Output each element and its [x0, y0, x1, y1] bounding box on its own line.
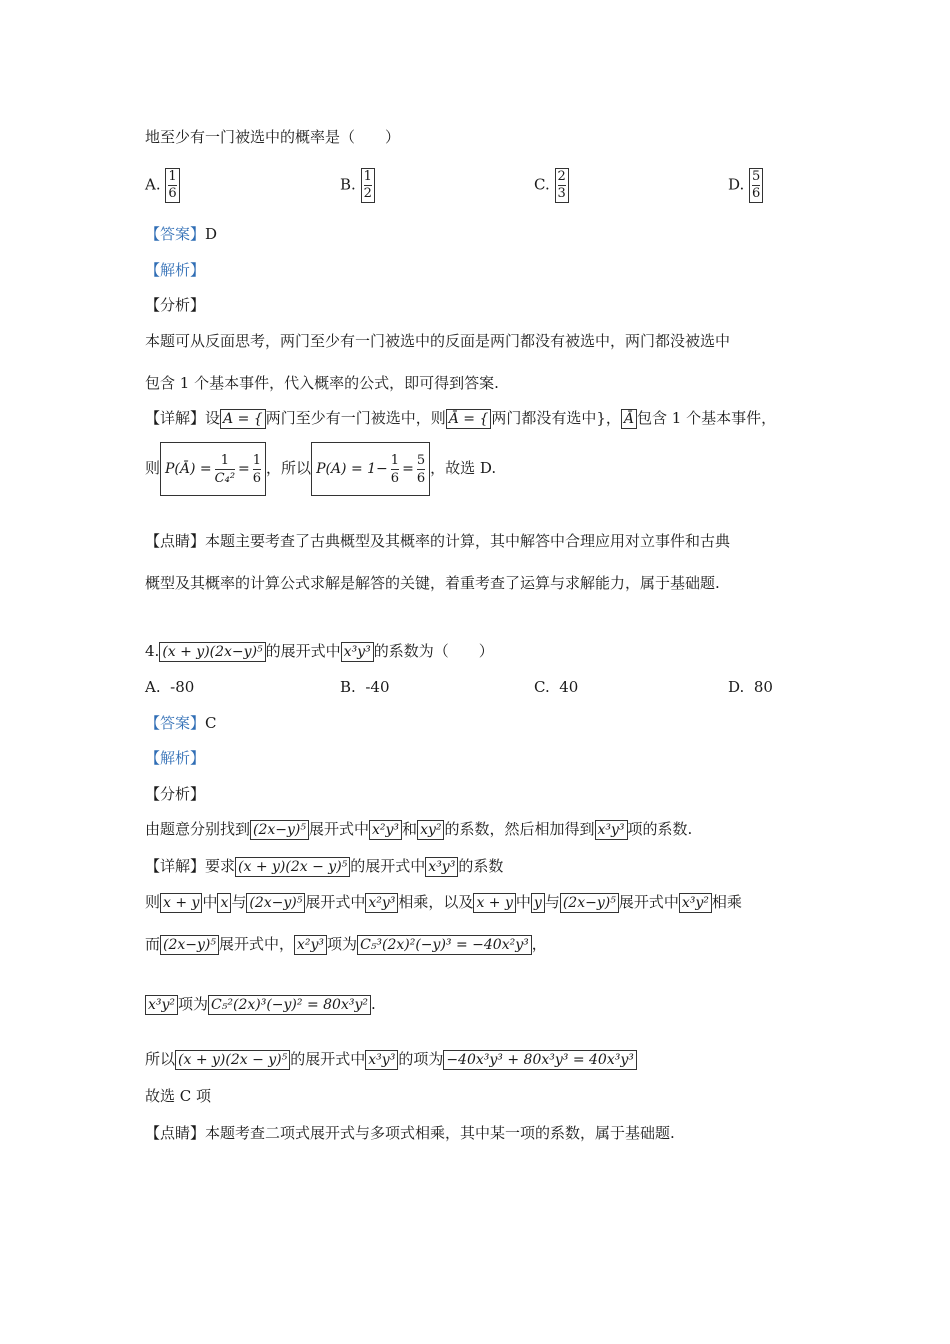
answer-value: C [205, 714, 217, 732]
q4-xiangjie-line5 [145, 1049, 637, 1070]
text: 两门都没有选中}， [491, 409, 621, 427]
formula-box: (x + y)(2x − y)⁵ [235, 857, 350, 877]
option-letter: C. [534, 678, 550, 696]
option-value: 40 [559, 678, 579, 696]
formula-box: y [531, 893, 545, 913]
text: 中 [515, 893, 531, 911]
text: 的系数为（ ） [373, 642, 494, 660]
text: 要求 [205, 857, 236, 875]
option-fraction: $\frac{1}{6}$ [165, 168, 179, 203]
q3-option-b[interactable] [340, 168, 375, 203]
xiangjie-tag: 【详解】 [145, 409, 206, 427]
text: 而 [145, 935, 161, 953]
text: 相乘，以及 [398, 893, 474, 911]
question-number: 4. [145, 642, 160, 660]
formula-text: P(A) = 1− [316, 461, 388, 477]
formula-box: x³y³ [341, 642, 374, 662]
text: 的系数，然后相加得到 [444, 820, 595, 838]
text: ， [531, 935, 547, 953]
text: 的项为 [398, 1050, 444, 1068]
option-value: -40 [365, 678, 390, 696]
formula-box: (2x−y)⁵ [560, 893, 619, 913]
text: 所以 [145, 1050, 176, 1068]
q4-option-b[interactable] [340, 677, 390, 697]
answer-tag: 【答案】 [145, 714, 206, 732]
q4-xiangjie-line3 [145, 934, 547, 955]
xiangjie-tag: 【详解】 [145, 857, 206, 875]
q3-option-c[interactable] [534, 168, 569, 203]
q3-option-d[interactable] [728, 168, 763, 203]
formula-box: C₅³(2x)²(−y)³ = −40x²y³ [357, 935, 532, 955]
q3-answer [145, 224, 217, 244]
option-value: 80 [753, 678, 773, 696]
formula-box: x²y³ [369, 820, 402, 840]
fraction: 1 6 [390, 452, 400, 486]
text: ，所以 [266, 459, 312, 477]
formula-p-abar [160, 442, 266, 496]
option-letter: B. [340, 175, 356, 194]
q4-jiexi-tag: 【解析】 [145, 749, 206, 767]
fraction: 5 6 [416, 452, 426, 486]
answer-value: D [205, 225, 218, 243]
formula-p-a [311, 442, 430, 496]
q4-fenxi-tag: 【分析】 [145, 785, 206, 803]
text: 由题意分别找到 [145, 820, 251, 838]
option-fraction: $\frac{5}{6}$ [749, 168, 763, 203]
text: 包含 1 个基本事件， [637, 409, 777, 427]
text: 展开式中， [219, 935, 295, 953]
q4-option-d[interactable] [728, 677, 773, 697]
formula-box: (x + y)(2x−y)⁵ [159, 642, 265, 662]
text: 中 [202, 893, 218, 911]
option-letter: A. [145, 175, 161, 194]
option-value: -80 [170, 678, 195, 696]
q4-option-c[interactable] [534, 677, 578, 697]
text: 展开式中 [618, 893, 679, 911]
q4-dianjing [145, 1123, 675, 1143]
text: 展开式中 [309, 820, 370, 838]
q3-fenxi-line1: 本题可从反面思考，两门至少有一门被选中的反面是两门都没有被选中，两门都没被选中 [145, 332, 731, 350]
q3-stem-tail: 地至少有一门被选中的概率是（ ） [145, 128, 401, 146]
formula-box: A = { [220, 409, 266, 429]
formula-box: x³y² [679, 893, 712, 913]
q3-fenxi-line2: 包含 1 个基本事件，代入概率的公式，即可得到答案. [145, 374, 499, 392]
q4-conclusion: 故选 C 项 [145, 1087, 212, 1105]
option-letter: D. [728, 175, 745, 194]
formula-box: x + y [160, 893, 202, 913]
formula-box: x³y³ [365, 1050, 398, 1070]
formula-box: x³y³ [595, 820, 628, 840]
text: 的展开式中 [265, 642, 341, 660]
formula-box: C₅²(2x)³(−y)² = 80x³y² [208, 995, 371, 1015]
formula-box: x³y³ [425, 857, 458, 877]
answer-tag: 【答案】 [145, 225, 206, 243]
q3-dianjing-line1 [145, 531, 730, 551]
option-letter: D. [728, 678, 745, 696]
formula-box: xy² [417, 820, 444, 840]
text: 项为 [178, 995, 209, 1013]
text: 项为 [327, 935, 358, 953]
text: ，故选 D. [430, 459, 497, 477]
text: . [370, 995, 376, 1013]
option-fraction: $\frac{1}{2}$ [361, 168, 375, 203]
fraction: 1 C₄² [214, 452, 236, 486]
formula-box: −40x³y³ + 80x³y³ = 40x³y³ [443, 1050, 637, 1070]
q4-xiangjie-line1 [145, 856, 503, 877]
formula-box: (x + y)(2x − y)⁵ [175, 1050, 290, 1070]
formula-box: x²y³ [365, 893, 398, 913]
formula-box: x²y³ [294, 935, 327, 955]
formula-box: x + y [473, 893, 515, 913]
formula-box: (2x−y)⁵ [250, 820, 309, 840]
text: 项的系数. [627, 820, 693, 838]
q3-jiexi-tag: 【解析】 [145, 261, 206, 279]
formula-text: = [238, 461, 250, 477]
formula-box: x³y² [145, 995, 178, 1015]
q4-xiangjie-line4 [145, 994, 376, 1015]
q4-answer [145, 713, 217, 733]
text: 与 [231, 893, 247, 911]
q4-xiangjie-line2 [145, 892, 742, 913]
formula-text: = [402, 461, 414, 477]
text: 与 [544, 893, 560, 911]
text: 的展开式中 [290, 1050, 366, 1068]
text: 和 [402, 820, 418, 838]
option-letter: B. [340, 678, 356, 696]
text: 的系数 [458, 857, 504, 875]
q3-dianjing-line2: 概型及其概率的计算公式求解是解答的关键，着重考查了运算与求解能力，属于基础题. [145, 574, 720, 592]
text: 本题主要考查了古典概型及其概率的计算，其中解答中合理应用对立事件和古典 [205, 532, 731, 550]
q3-option-a[interactable] [145, 168, 180, 203]
text: 展开式中 [305, 893, 366, 911]
formula-box: (2x−y)⁵ [160, 935, 219, 955]
dianjing-tag: 【点睛】 [145, 1124, 206, 1142]
formula-text: P(Ā) = [165, 461, 212, 477]
text: 的展开式中 [350, 857, 426, 875]
formula-box: x [217, 893, 231, 913]
formula-box: Ā = { [446, 409, 492, 429]
option-letter: A. [145, 678, 161, 696]
text: 本题考查二项式展开式与多项式相乘，其中某一项的系数，属于基础题. [205, 1124, 675, 1142]
q3-calc-line [145, 442, 496, 496]
text: 则 [145, 893, 161, 911]
q3-fenxi-tag: 【分析】 [145, 296, 206, 314]
option-fraction: $\frac{2}{3}$ [555, 168, 569, 203]
dianjing-tag: 【点睛】 [145, 532, 206, 550]
q4-option-a[interactable] [145, 677, 194, 697]
fraction: 1 6 [252, 452, 262, 486]
formula-box: (2x−y)⁵ [246, 893, 305, 913]
text: 则 [145, 459, 161, 477]
option-letter: C. [534, 175, 550, 194]
q3-xiangjie [145, 408, 776, 429]
q4-fenxi-line [145, 819, 692, 840]
formula-box: Ā [621, 409, 637, 429]
text: 两门至少有一门被选中，则 [265, 409, 446, 427]
text: 相乘 [711, 893, 742, 911]
text: 设 [205, 409, 221, 427]
q4-stem [145, 641, 494, 662]
